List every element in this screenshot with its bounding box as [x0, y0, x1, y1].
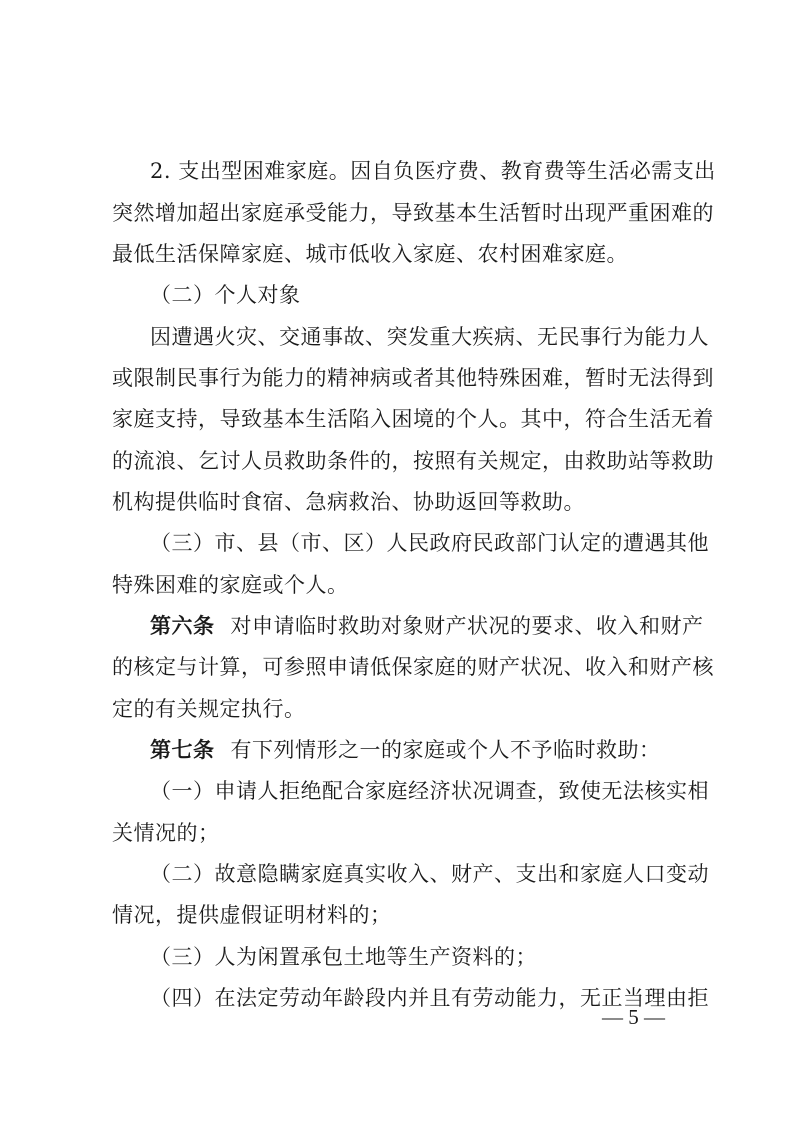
paragraph-line: 的流浪、乞讨人员救助条件的，按照有关规定，由救助站等救助 — [112, 449, 714, 473]
paragraph-line: 家庭支持，导致基本生活陷入困境的个人。其中，符合生活无着 — [112, 407, 714, 431]
article-6-title: 第六条 — [150, 613, 215, 638]
paragraph-line: 最低生活保障家庭、城市低收入家庭、农村困难家庭。 — [112, 242, 628, 266]
list-item-line: （一）申请人拒绝配合家庭经济状况调查，致使无法核实相 — [150, 779, 709, 803]
list-item-line: （三）人为闲置承包土地等生产资料的； — [150, 945, 537, 969]
list-item-line: 关情况的； — [112, 821, 220, 845]
article-7-title: 第七条 — [150, 737, 215, 762]
list-item-line: （二）故意隐瞒家庭真实收入、财产、支出和家庭人口变动 — [150, 862, 709, 886]
paragraph-line: 机构提供临时食宿、急病救治、协助返回等救助。 — [112, 490, 585, 514]
article-7-intro: 有下列情形之一的家庭或个人不予临时救助： — [230, 738, 661, 762]
article-6-first-line — [150, 612, 704, 640]
paragraph-line: 特殊困难的家庭或个人。 — [112, 573, 349, 597]
paragraph-line: 因遭遇火灾、交通事故、突发重大疾病、无民事行为能力人 — [150, 325, 709, 349]
section-heading: （二）个人对象 — [150, 283, 301, 307]
article-6-text: 对申请临时救助对象财产状况的要求、收入和财产 — [230, 614, 704, 638]
paragraph-line: 或限制民事行为能力的精神病或者其他特殊困难，暂时无法得到 — [112, 366, 714, 390]
paragraph-line: 2. 支出型困难家庭。因自负医疗费、教育费等生活必需支出 — [150, 159, 716, 183]
page-number: — 5 — — [602, 1005, 665, 1029]
paragraph-line: 定的有关规定执行。 — [112, 697, 306, 721]
paragraph-line: 的核定与计算，可参照申请低保家庭的财产状况、收入和财产核 — [112, 655, 714, 679]
article-7-first-line — [150, 736, 672, 764]
paragraph-line: 突然增加超出家庭承受能力，导致基本生活暂时出现严重困难的 — [112, 201, 714, 225]
list-item-line: （四）在法定劳动年龄段内并且有劳动能力，无正当理由拒 — [150, 986, 709, 1010]
list-item-line: 情况，提供虚假证明材料的； — [112, 903, 392, 927]
paragraph-line: （三）市、县（市、区）人民政府民政部门认定的遭遇其他 — [150, 531, 709, 555]
